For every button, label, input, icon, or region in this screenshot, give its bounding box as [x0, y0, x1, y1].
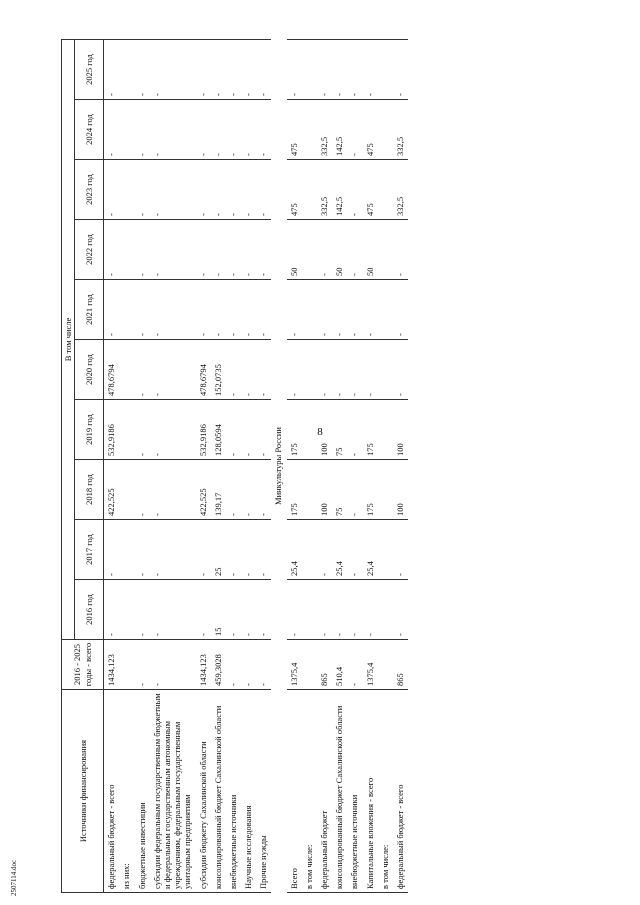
table-cell: [378, 100, 393, 160]
table-row: [196, 39, 211, 892]
table-cell: -: [332, 340, 347, 400]
table-cell: 478,6794: [196, 340, 211, 400]
table-row: [150, 39, 196, 892]
table-cell: -: [135, 160, 150, 220]
table-cell: [378, 400, 393, 460]
header-year: 2021 год: [75, 280, 104, 340]
table-cell: [302, 400, 317, 460]
table-cell: [119, 520, 134, 580]
table-cell: -: [241, 460, 256, 520]
table-cell: [119, 160, 134, 220]
table-cell: -: [347, 160, 362, 220]
table-cell: 478,6794: [104, 340, 120, 400]
table-row: [226, 39, 241, 892]
table-cell: -: [256, 460, 271, 520]
table-cell: -: [135, 580, 150, 640]
table-cell: -: [226, 460, 241, 520]
header-year: 2024 год: [75, 100, 104, 160]
table-cell: [302, 100, 317, 160]
table-cell: -: [363, 280, 378, 340]
row-label: консолидированный бюджет Сахалинской области: [332, 690, 347, 893]
row-label: в том числе:: [302, 690, 317, 893]
table-cell: -: [241, 580, 256, 640]
table-cell: -: [150, 640, 196, 690]
table-cell: -: [226, 220, 241, 280]
table-cell: -: [347, 220, 362, 280]
table-cell: -: [332, 580, 347, 640]
table-cell: [378, 160, 393, 220]
table-cell: -: [226, 400, 241, 460]
table-cell: -: [287, 340, 302, 400]
table-cell: 25,4: [363, 520, 378, 580]
table-cell: 532,9186: [104, 400, 120, 460]
header-year: 2022 год: [75, 220, 104, 280]
table-cell: [119, 640, 134, 690]
table-cell: -: [135, 220, 150, 280]
table-cell: 128,0594: [211, 400, 226, 460]
table-cell: -: [347, 520, 362, 580]
financing-table: [61, 39, 408, 893]
table-cell: 175: [363, 400, 378, 460]
table-cell: -: [211, 100, 226, 160]
table-cell: 459,3028: [211, 640, 226, 690]
table-row: [378, 39, 393, 892]
table-cell: [378, 340, 393, 400]
table-cell: -: [104, 580, 120, 640]
header-year: 2019 год: [75, 400, 104, 460]
table-row: [302, 39, 317, 892]
table-cell: -: [196, 100, 211, 160]
table-cell: -: [256, 520, 271, 580]
table-cell: [302, 520, 317, 580]
table-cell: -: [393, 220, 408, 280]
table-cell: -: [347, 340, 362, 400]
header-year: 2016 год: [75, 580, 104, 640]
table-cell: -: [317, 580, 332, 640]
header-year: 2018 год: [75, 460, 104, 520]
table-cell: -: [150, 160, 196, 220]
table-cell: -: [135, 640, 150, 690]
table-cell: -: [226, 520, 241, 580]
table-cell: -: [104, 280, 120, 340]
table-row: [211, 39, 226, 892]
header-source: Источники финансирования: [62, 690, 104, 893]
table-cell: 865: [317, 640, 332, 690]
table-cell: 332,5: [317, 160, 332, 220]
row-label: федеральный бюджет: [317, 690, 332, 893]
table-row: [287, 39, 302, 892]
table-cell: -: [347, 39, 362, 99]
table-cell: 25,4: [332, 520, 347, 580]
table-cell: -: [241, 39, 256, 99]
table-cell: -: [347, 400, 362, 460]
header-year: 2017 год: [75, 520, 104, 580]
table-cell: -: [104, 100, 120, 160]
table-cell: -: [135, 340, 150, 400]
table-cell: -: [363, 580, 378, 640]
table-row: [119, 39, 134, 892]
table-row: [363, 39, 378, 892]
table-cell: -: [256, 280, 271, 340]
table-cell: [378, 580, 393, 640]
table-cell: -: [196, 160, 211, 220]
row-label: Прочие нужды: [256, 690, 271, 893]
table-cell: -: [104, 39, 120, 99]
table-cell: -: [196, 39, 211, 99]
table-cell: 1375,4: [287, 640, 302, 690]
table-cell: [378, 220, 393, 280]
table-cell: -: [150, 580, 196, 640]
table-cell: -: [196, 220, 211, 280]
table-cell: [119, 400, 134, 460]
table-cell: 100: [393, 460, 408, 520]
table-cell: -: [135, 280, 150, 340]
table-cell: -: [256, 640, 271, 690]
table-cell: 75: [332, 400, 347, 460]
table-cell: -: [150, 280, 196, 340]
table-cell: -: [226, 580, 241, 640]
row-label: субсидии бюджету Сахалинской области: [196, 690, 211, 893]
table-cell: -: [226, 280, 241, 340]
table-cell: -: [393, 580, 408, 640]
table-cell: -: [104, 520, 120, 580]
table-cell: -: [256, 160, 271, 220]
table-cell: -: [241, 340, 256, 400]
table-cell: -: [256, 340, 271, 400]
table-cell: -: [332, 280, 347, 340]
table-cell: -: [211, 220, 226, 280]
table-cell: -: [150, 100, 196, 160]
table-cell: 50: [287, 220, 302, 280]
table-cell: 422,525: [196, 460, 211, 520]
table-cell: [378, 280, 393, 340]
table-cell: 475: [363, 160, 378, 220]
table-cell: -: [317, 220, 332, 280]
header-year: 2020 год: [75, 340, 104, 400]
table-cell: -: [241, 220, 256, 280]
section-title: Минкультуры России: [273, 427, 284, 505]
row-label: консолидированный бюджет Сахалинской области: [211, 690, 226, 893]
table-cell: [302, 280, 317, 340]
table-cell: [302, 220, 317, 280]
table-cell: -: [150, 220, 196, 280]
table-cell: 100: [317, 400, 332, 460]
table-cell: -: [104, 160, 120, 220]
table-cell: 142,5: [332, 100, 347, 160]
table-cell: [119, 280, 134, 340]
table-cell: 865: [393, 640, 408, 690]
table-cell: 1434,123: [196, 640, 211, 690]
row-label: Капитальные вложения - всего: [363, 690, 378, 893]
table-cell: 332,5: [393, 160, 408, 220]
table-cell: 25: [211, 520, 226, 580]
table-cell: 100: [317, 460, 332, 520]
table-cell: -: [347, 640, 362, 690]
table-cell: -: [347, 460, 362, 520]
row-label: в том числе:: [378, 690, 393, 893]
table-cell: -: [287, 39, 302, 99]
table-cell: [302, 640, 317, 690]
table-cell: -: [135, 100, 150, 160]
table-cell: -: [226, 39, 241, 99]
table-cell: [119, 220, 134, 280]
table-cell: [119, 460, 134, 520]
row-label: федеральный бюджет - всего: [104, 690, 120, 893]
table-cell: -: [135, 39, 150, 99]
table-cell: -: [241, 280, 256, 340]
table-cell: -: [317, 280, 332, 340]
table-cell: -: [226, 340, 241, 400]
header-year: 2025 год: [75, 39, 104, 99]
row-label: Всего: [287, 690, 302, 893]
table-cell: -: [226, 160, 241, 220]
table-row: [347, 39, 362, 892]
row-label: из них:: [119, 690, 134, 893]
table-cell: 510,4: [332, 640, 347, 690]
table-cell: 175: [363, 460, 378, 520]
table-cell: -: [196, 580, 211, 640]
table-cell: -: [135, 520, 150, 580]
table-cell: [378, 460, 393, 520]
page-number: 8: [317, 426, 323, 438]
table-cell: [302, 580, 317, 640]
table-cell: [119, 580, 134, 640]
table-cell: -: [241, 400, 256, 460]
table-cell: -: [211, 280, 226, 340]
table-cell: 175: [287, 400, 302, 460]
table-cell: [119, 340, 134, 400]
table-cell: 25,4: [287, 520, 302, 580]
table-cell: 50: [363, 220, 378, 280]
table-cell: -: [256, 400, 271, 460]
table-row: [256, 39, 271, 892]
table-cell: [302, 160, 317, 220]
table-cell: -: [393, 280, 408, 340]
table-cell: 50: [332, 220, 347, 280]
table-cell: -: [135, 400, 150, 460]
table-cell: -: [393, 39, 408, 99]
row-label: федеральный бюджет - всего: [393, 690, 408, 893]
table-cell: 422,525: [104, 460, 120, 520]
table-row: [104, 39, 120, 892]
table-cell: [302, 39, 317, 99]
table-cell: [378, 39, 393, 99]
table-cell: -: [256, 100, 271, 160]
table-row: [135, 39, 150, 892]
table-cell: -: [241, 520, 256, 580]
row-label: внебюджетные источники: [347, 690, 362, 893]
table-cell: -: [211, 39, 226, 99]
row-label: внебюджетные источники: [226, 690, 241, 893]
table-cell: -: [317, 340, 332, 400]
header-total: 2016 - 2025 годы - всего: [62, 640, 104, 690]
table-cell: -: [241, 160, 256, 220]
table-cell: [378, 520, 393, 580]
table-cell: 332,5: [393, 100, 408, 160]
table-cell: -: [150, 39, 196, 99]
table-cell: [119, 100, 134, 160]
header-year: 2023 год: [75, 160, 104, 220]
table-cell: 1375,4: [363, 640, 378, 690]
table-cell: -: [347, 100, 362, 160]
table-cell: 1434,123: [104, 640, 120, 690]
table-cell: -: [226, 100, 241, 160]
row-label: бюджетные инвестиции: [135, 690, 150, 893]
table-row: [317, 39, 332, 892]
table-cell: -: [241, 640, 256, 690]
table-cell: -: [317, 520, 332, 580]
table-cell: -: [317, 39, 332, 99]
table-row: [332, 39, 347, 892]
table-row: [241, 39, 256, 892]
table-cell: [302, 460, 317, 520]
table-cell: 142,5: [332, 160, 347, 220]
footer-filename: 2507114.doc: [10, 859, 18, 896]
table-cell: -: [150, 520, 196, 580]
table-cell: -: [150, 400, 196, 460]
table-cell: 175: [287, 460, 302, 520]
row-label: субсидии федеральным государственным бюджетным и федеральным государственным автономным учреждениям, федеральным государственным унитарным предприятиям: [150, 690, 196, 893]
table-cell: [378, 640, 393, 690]
table-cell: 100: [393, 400, 408, 460]
table-cell: [119, 39, 134, 99]
table-cell: 139,17: [211, 460, 226, 520]
rotated-table-container: [61, 40, 596, 893]
table-cell: -: [196, 280, 211, 340]
table-cell: -: [226, 640, 241, 690]
table-cell: [302, 340, 317, 400]
table-cell: -: [135, 460, 150, 520]
table-cell: -: [347, 280, 362, 340]
table-cell: -: [256, 580, 271, 640]
table-row: [393, 39, 408, 892]
table-cell: 75: [332, 460, 347, 520]
table-cell: -: [332, 39, 347, 99]
table-cell: 152,0735: [211, 340, 226, 400]
table-cell: -: [196, 520, 211, 580]
table-cell: 475: [363, 100, 378, 160]
table-cell: -: [347, 580, 362, 640]
row-label: Научные исследования: [241, 690, 256, 893]
table-cell: -: [393, 340, 408, 400]
table-cell: -: [150, 340, 196, 400]
table-row: [271, 39, 286, 892]
table-cell: -: [363, 340, 378, 400]
table-cell: -: [150, 460, 196, 520]
table-cell: 475: [287, 100, 302, 160]
table-cell: -: [287, 580, 302, 640]
header-in-that: В том числе: [62, 39, 75, 639]
table-cell: -: [241, 100, 256, 160]
table-cell: -: [104, 220, 120, 280]
table-cell: -: [256, 39, 271, 99]
table-cell: 532,9186: [196, 400, 211, 460]
table-cell: 332,5: [317, 100, 332, 160]
table-cell: -: [256, 220, 271, 280]
table-cell: -: [363, 39, 378, 99]
table-cell: -: [393, 520, 408, 580]
table-cell: 15: [211, 580, 226, 640]
table-cell: -: [211, 160, 226, 220]
table-cell: 475: [287, 160, 302, 220]
table-cell: -: [287, 280, 302, 340]
